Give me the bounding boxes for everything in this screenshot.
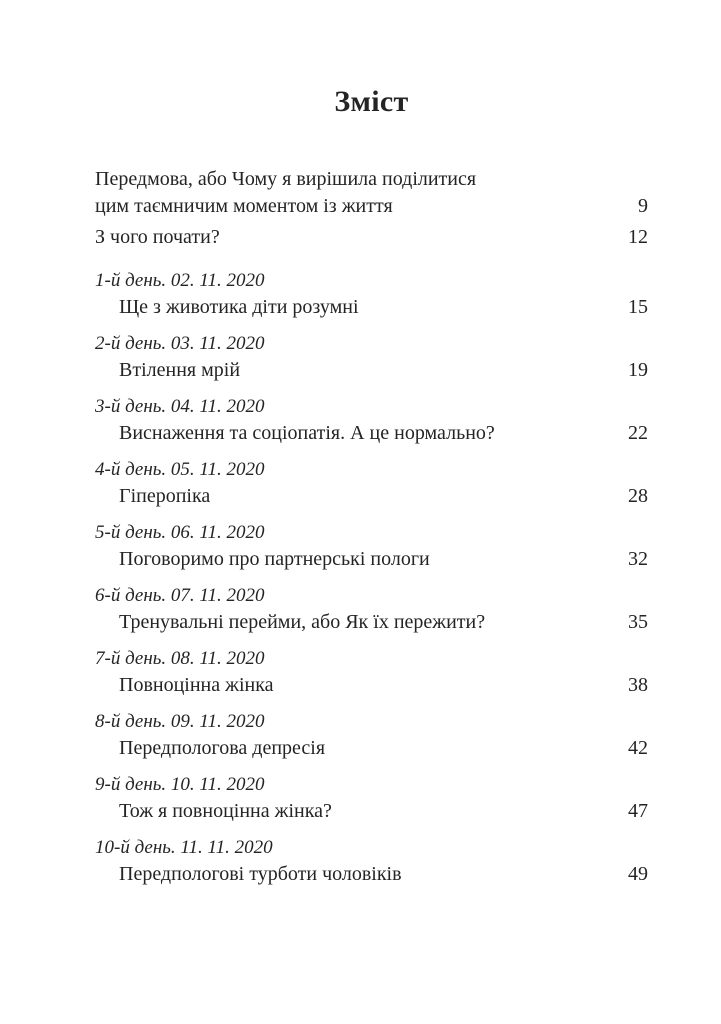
toc-entry-date: 2-й день. 03. 11. 2020: [95, 333, 265, 354]
toc-entry-day: [95, 646, 648, 699]
toc-entry-title: Тож я повноцінна жінка?: [119, 800, 332, 822]
toc-entry-day: [95, 520, 648, 573]
page-number: 47: [628, 800, 648, 822]
page-number: 12: [628, 226, 648, 248]
toc-entry-title: Тренувальні перейми, або Як їх пережити?: [119, 611, 486, 633]
toc-entry-title: Ще з животика діти розумні: [119, 296, 359, 318]
toc-entry-start: [95, 224, 648, 251]
toc-entry-preface: [95, 166, 648, 220]
page-number: 42: [628, 737, 648, 759]
toc-entry-title: Повноцінна жінка: [119, 674, 274, 696]
toc-entry-title: Втілення мрій: [119, 359, 241, 381]
toc-entry-date: 8-й день. 09. 11. 2020: [95, 711, 265, 732]
toc-entry-date: 4-й день. 05. 11. 2020: [95, 459, 265, 480]
toc-entry-day: [95, 709, 648, 762]
toc-entry-day: [95, 772, 648, 825]
toc-entry-title: Гіперопіка: [119, 485, 211, 507]
toc-entry-day: [95, 394, 648, 447]
page-number: 49: [628, 863, 648, 885]
page-number: 28: [628, 485, 648, 507]
toc-entry-date: 3-й день. 04. 11. 2020: [95, 396, 265, 417]
toc-entry-title: Виснаження та соціопатія. А це нормально?: [119, 422, 495, 444]
toc-entry-day: [95, 583, 648, 636]
page-number: 38: [628, 674, 648, 696]
toc-entry-title: Передпологова депресія: [119, 737, 326, 759]
page-number: 35: [628, 611, 648, 633]
page-number: 19: [628, 359, 648, 381]
toc-entry-date: 7-й день. 08. 11. 2020: [95, 648, 265, 669]
toc-entry-title: Поговоримо про партнерські пологи: [119, 548, 430, 570]
toc-entry-date: 1-й день. 02. 11. 2020: [95, 270, 265, 291]
toc-entry-date: 5-й день. 06. 11. 2020: [95, 522, 265, 543]
toc-entry-line: цим таємничим моментом із життя: [95, 195, 393, 217]
toc-entry-date: 9-й день. 10. 11. 2020: [95, 774, 265, 795]
toc-entry-day: [95, 331, 648, 384]
toc-entry-text: [95, 166, 476, 220]
toc-entry-day: [95, 835, 648, 888]
toc-entry-text: З чого почати?: [95, 226, 220, 248]
toc-entry-line: Передмова, або Чому я вирішила поділитися: [95, 168, 477, 190]
page-number: 22: [628, 422, 648, 444]
page-title: Зміст: [334, 85, 409, 118]
page-number: 32: [628, 548, 648, 570]
toc-entry-day: [95, 457, 648, 510]
page-number: 15: [628, 296, 648, 318]
toc-entry-day: [95, 268, 648, 321]
toc-entry-date: 10-й день. 11. 11. 2020: [95, 837, 273, 858]
toc-entry-date: 6-й день. 07. 11. 2020: [95, 585, 265, 606]
page-number: 9: [638, 195, 648, 217]
toc-entry-title: Передпологові турботи чоловіків: [119, 863, 402, 885]
